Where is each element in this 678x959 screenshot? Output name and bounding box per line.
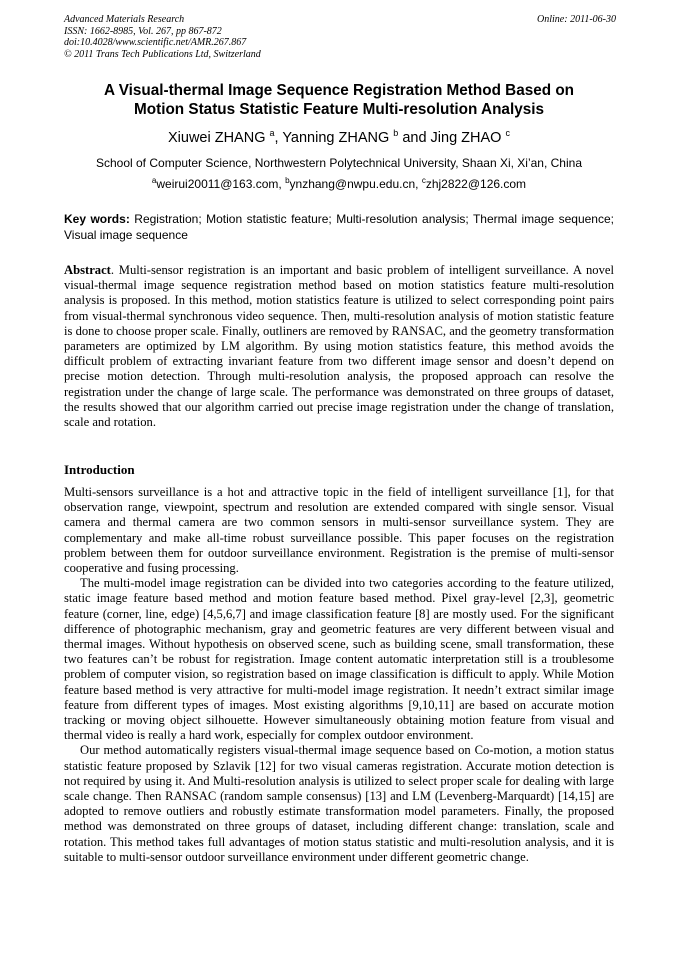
email-list bbox=[60, 176, 618, 192]
title-line-2: Motion Status Statistic Feature Multi-resolution Analysis bbox=[134, 101, 544, 118]
email-address[interactable]: weirui20011@163.com bbox=[156, 177, 279, 191]
affiliation: School of Computer Science, Northwestern Polytechnical University, Shaan Xi, Xi’an, China bbox=[95, 156, 582, 170]
abstract bbox=[64, 263, 614, 430]
author-list bbox=[60, 129, 618, 147]
author-mark: c bbox=[505, 128, 510, 138]
journal-header bbox=[64, 14, 616, 60]
paragraph: The multi-model image registration can be divided into two categories according to the feature utilized, static image feature based method and motion feature based method. Pixel gray-level [2,3], geometric feature (corner, line, edge) [4,5,6,7] and image classification feature [8] are mostly used. For the significant difference of photographic mechanism, gray and geometric features are very different between visual and thermal images. Without hypothesis on observed scene, such as building scene, small transformation, these two features can’t be robust for registration. Image content automatic interpretation still is a troublesome problem of computer vision, so registration based on image classification is difficult to apply. While Motion feature based method is very attractive for multi-model image registration. It needn’t extract similar image feature from different types of images. Most existing algorithms [9,10,11] are based on accurate motion tracking or moving object silhouette. However simultaneously obtaining motion feature from visual and thermal video is really a hard work, especially for complex outdoor environment. bbox=[64, 576, 614, 743]
journal-issn: ISSN: 1662-8985, Vol. 267, pp 867-872 bbox=[64, 25, 222, 37]
email-mark: c bbox=[421, 176, 426, 185]
journal-doi: doi:10.4028/www.scientific.net/AMR.267.867 bbox=[64, 37, 247, 48]
author-separator: and bbox=[398, 130, 431, 146]
introduction-body bbox=[64, 485, 614, 865]
paragraph: Multi-sensors surveillance is a hot and attractive topic in the field of intelligent surveillance [1], for that observation range, viewpoint, spectrum and resolution are extended compared with single sensor. Visual camera and thermal camera are two common sensors in multi-sensor surveillance system. They are complementary and make all-time robust surveillance possible. This paper focuses on the registration problem between them for outdoor surveillance environment. Registration is the premise of multi-sensor cooperative and fusing processing. bbox=[64, 485, 614, 576]
keywords bbox=[64, 211, 614, 243]
author-name: Xiuwei ZHANG bbox=[167, 130, 266, 146]
online-date: Online: 2011-06-30 bbox=[537, 14, 616, 25]
title-line-1: A Visual-thermal Image Sequence Registration Method Based on bbox=[103, 82, 575, 99]
author-name: Jing ZHAO bbox=[430, 130, 502, 146]
paper-title bbox=[60, 81, 618, 119]
paragraph: Our method automatically registers visual-thermal image sequence based on Co-motion, a motion status statistic feature proposed by Szlavik [12] for two visual cameras registration. Accurate motion detection is not required by using it. And Multi-resolution analysis is utilized to select proper scale for dealing with large scale change. Then RANSAC (random sample consensus) [13] and LM (Levenberg-Marquardt) [14,15] are adopted to remove outliers and robustly estimate transformation model parameters. Finally, the proposed method was demonstrated on three groups of dataset, including different change: translation, scale and rotation. This method takes full advantages of motion status statistic and multi-resolution analysis, and it is suitable to multi-sensor outdoor surveillance environment under different geometric change. bbox=[64, 743, 614, 864]
email-mark: b bbox=[285, 176, 290, 185]
email-separator: , bbox=[278, 177, 286, 191]
keywords-label: Key words: bbox=[64, 212, 130, 226]
keywords-text: Registration; Motion statistic feature; Multi-resolution analysis; Thermal image sequence; Visual image sequence bbox=[64, 212, 614, 242]
abstract-text: . Multi-sensor registration is an important and basic problem of intelligent surveillance. A novel visual-thermal image sequence registration method based on motion statistics feature multi-resolution analysis is proposed. In this method, motion statistics feature is utilized to select corresponding point pairs from visual-thermal synchronous video sequence. Then, multi-resolution analysis of motion statistic feature is done to choose proper scale. Finally, outliners are removed by RANSAC, and the geometry transformation parameters are optimized by LM algorithm. By using motion statistics feature, this method avoids the difficult problem of extracting invariant feature from two different image sensor and doesn’t depend on precise motion detection. Through multi-resolution analysis, the proposed approach can resolve the registration under the change of large scale. The performance was demonstrated on three groups of dataset, the results showed that our algorithm carried out precise image registration under the change of translation, scale and rotation. bbox=[64, 263, 614, 430]
email-address[interactable]: zhj2822@126.com bbox=[425, 177, 527, 191]
journal-name: Advanced Materials Research bbox=[64, 14, 185, 25]
email-mark: a bbox=[151, 176, 157, 185]
author-mark: b bbox=[393, 128, 399, 138]
section-heading-introduction: Introduction bbox=[64, 462, 135, 477]
author-name: Yanning ZHANG bbox=[282, 130, 390, 146]
email-address[interactable]: ynzhang@nwpu.edu.cn bbox=[289, 177, 416, 191]
email-separator: , bbox=[415, 177, 422, 191]
author-separator: , bbox=[274, 130, 283, 146]
journal-copyright: © 2011 Trans Tech Publications Ltd, Switzerland bbox=[64, 48, 261, 60]
abstract-label: Abstract bbox=[64, 263, 111, 277]
author-mark: a bbox=[269, 128, 275, 138]
